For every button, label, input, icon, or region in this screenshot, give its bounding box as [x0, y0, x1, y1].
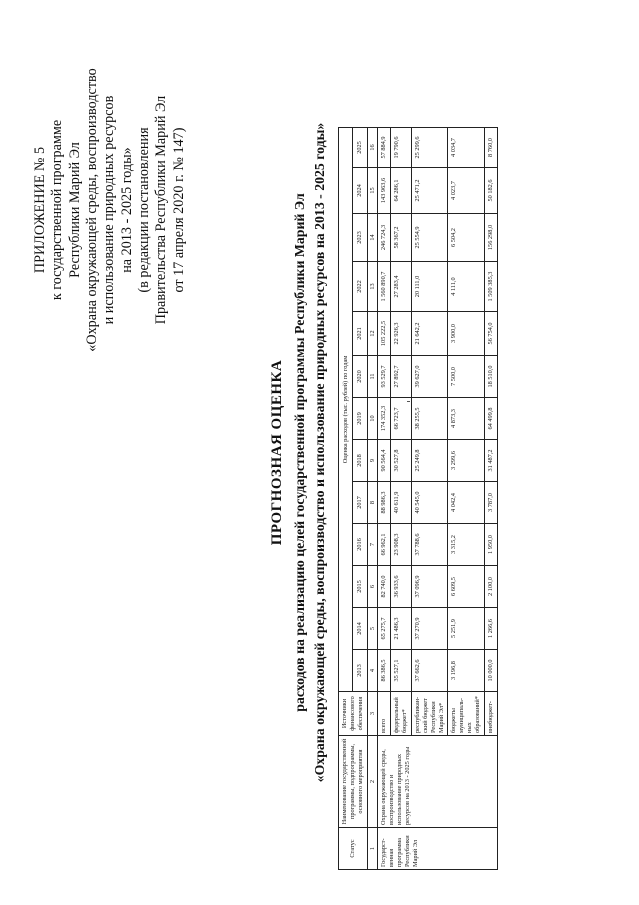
header-estimate: Оценка расходов (тыс. рублей) по годам	[339, 128, 353, 692]
column-index: 14	[367, 214, 378, 262]
value-cell: 35 527,1	[391, 650, 412, 692]
header-year: 2024	[353, 168, 367, 214]
column-index: 9	[367, 440, 378, 482]
value-cell: 105 222,5	[378, 312, 391, 356]
column-index: 3	[367, 692, 378, 736]
value-cell: 21 486,3	[391, 608, 412, 650]
appendix-line: Правительства Республики Марий Эл	[153, 95, 170, 325]
funding-source-cell: республикан-ский бюджет Республики Марий Эл*	[412, 692, 448, 736]
table-body	[378, 128, 497, 870]
funding-source-cell: всего	[378, 692, 391, 736]
value-cell: 3 315,2	[448, 524, 484, 566]
header-year: 2014	[353, 608, 367, 650]
funding-source-cell: бюджеты муниципаль-ных образований*	[448, 692, 484, 736]
header-year: 2022	[353, 262, 367, 312]
value-cell: 156 298,0	[484, 214, 497, 262]
value-cell: 22 926,3	[391, 312, 412, 356]
value-cell: 64 286,1	[391, 168, 412, 214]
column-index: 10	[367, 398, 378, 440]
column-index-row	[367, 128, 378, 870]
appendix-line: к государственной программе	[49, 119, 66, 301]
value-cell: 27 283,4	[391, 262, 412, 312]
document-subtitle-1: расходов на реализацию целей государственной программы Республики Марий Эл	[292, 193, 307, 712]
value-cell: 6 504,2	[448, 214, 484, 262]
value-cell: 36 933,6	[391, 566, 412, 608]
value-cell: 4 023,7	[448, 168, 484, 214]
status-cell: Государст-венная программа Республики Марий Эл	[378, 828, 497, 870]
appendix-line: (в редакции постановления	[135, 127, 152, 293]
header-row	[339, 128, 353, 870]
appendix-line: «Охрана окружающей среды, воспроизводство	[83, 68, 100, 352]
value-cell: 5 251,9	[448, 608, 484, 650]
value-cell: 50 182,6	[484, 168, 497, 214]
header-year: 2018	[353, 440, 367, 482]
value-cell: 66 962,1	[378, 524, 391, 566]
appendix-line: от 17 апреля 2020 г. № 147)	[170, 127, 187, 293]
appendix-line: Республики Марий Эл	[66, 142, 83, 278]
value-cell: 4 873,3	[448, 398, 484, 440]
value-cell: 19 790,6	[391, 128, 412, 168]
column-index: 5	[367, 608, 378, 650]
value-cell: 86 386,5	[378, 650, 391, 692]
value-cell: 21 642,2	[412, 312, 448, 356]
value-cell: 37 270,9	[412, 608, 448, 650]
value-cell: 58 367,2	[391, 214, 412, 262]
value-cell: 82 740,0	[378, 566, 391, 608]
column-index: 15	[367, 168, 378, 214]
value-cell: 37 788,6	[412, 524, 448, 566]
value-cell: 6 609,5	[448, 566, 484, 608]
value-cell: 64 499,8	[484, 398, 497, 440]
column-index: 13	[367, 262, 378, 312]
value-cell: 20 111,0	[412, 262, 448, 312]
value-cell: 1 950,0	[484, 524, 497, 566]
value-cell: 25 249,8	[412, 440, 448, 482]
header-year: 2020	[353, 356, 367, 398]
value-cell: 39 627,0	[412, 356, 448, 398]
funding-source-cell: федеральный бюджет*	[391, 692, 412, 736]
column-index: 16	[367, 128, 378, 168]
column-index: 11	[367, 356, 378, 398]
value-cell: 4 034,7	[448, 128, 484, 168]
value-cell: 3 787,0	[484, 482, 497, 524]
column-index: 8	[367, 482, 378, 524]
header-year: 2021	[353, 312, 367, 356]
header-year: 2025	[353, 128, 367, 168]
value-cell: 30 527,8	[391, 440, 412, 482]
program-name-cell: Охрана окружающей среды, воспроизводство и использование природных ресурсов на 2013 - 2025 годы	[378, 736, 497, 828]
value-cell: 40 611,9	[391, 482, 412, 524]
value-cell: 31 487,2	[484, 440, 497, 482]
value-cell: 1 509 385,3	[484, 262, 497, 312]
value-cell: 38 255,5	[412, 398, 448, 440]
value-cell: 25 299,6	[412, 128, 448, 168]
value-cell: 246 724,3	[378, 214, 391, 262]
value-cell: 4 111,0	[448, 262, 484, 312]
value-cell: 66 723,7	[391, 398, 412, 440]
value-cell: 40 545,0	[412, 482, 448, 524]
value-cell: 25 554,9	[412, 214, 448, 262]
value-cell: 37 096,9	[412, 566, 448, 608]
header-year: 2015	[353, 566, 367, 608]
column-index: 6	[367, 566, 378, 608]
value-cell: 8 760,0	[484, 128, 497, 168]
appendix-line: на 2013 - 2025 годы»	[118, 147, 135, 273]
funding-source-cell: внебюджет-	[484, 692, 497, 736]
value-cell: 3 196,8	[448, 650, 484, 692]
document-title: ПРОГНОЗНАЯ ОЦЕНКА	[269, 359, 285, 546]
header-year: 2023	[353, 214, 367, 262]
value-cell: 37 662,6	[412, 650, 448, 692]
value-cell: 3 299,6	[448, 440, 484, 482]
header-name: Наименование государственной программы, подпрограммы, основного мероприятия	[339, 736, 368, 828]
value-cell: 1 560 890,7	[378, 262, 391, 312]
column-index: 7	[367, 524, 378, 566]
header-year: 2013	[353, 650, 367, 692]
header-source: Источники финансового обеспечения	[339, 692, 368, 736]
value-cell: 25 471,2	[412, 168, 448, 214]
appendix-block	[32, 45, 188, 375]
column-index: 2	[367, 736, 378, 828]
value-cell: 23 908,3	[391, 524, 412, 566]
value-cell: 88 986,3	[378, 482, 391, 524]
estimate-table	[338, 127, 498, 870]
table-row	[378, 128, 391, 870]
value-cell: 174 352,3	[378, 398, 391, 440]
value-cell: 27 892,7	[391, 356, 412, 398]
value-cell: 65 275,7	[378, 608, 391, 650]
value-cell: 143 963,6	[378, 168, 391, 214]
header-year: 2016	[353, 524, 367, 566]
appendix-line: и использование природных ресурсов	[101, 95, 118, 325]
header-year: 2017	[353, 482, 367, 524]
value-cell: 57 884,9	[378, 128, 391, 168]
appendix-line: ПРИЛОЖЕНИЕ № 5	[32, 146, 48, 274]
header-status: Статус	[339, 828, 368, 870]
column-index: 1	[367, 828, 378, 870]
value-cell: 90 564,4	[378, 440, 391, 482]
value-cell: 3 900,0	[448, 312, 484, 356]
value-cell: 1 266,6	[484, 608, 497, 650]
column-index: 12	[367, 312, 378, 356]
column-index: 4	[367, 650, 378, 692]
value-cell: 18 510,0	[484, 356, 497, 398]
document-subtitle-2: «Охрана окружающей среды, воспроизводство и использование природных ресурсов на 2013 - 2025 годы»	[312, 122, 327, 783]
value-cell: 2 100,0	[484, 566, 497, 608]
value-cell: 4 042,4	[448, 482, 484, 524]
value-cell: 10 000,0	[484, 650, 497, 692]
value-cell: 7 500,0	[448, 356, 484, 398]
value-cell: 93 529,7	[378, 356, 391, 398]
header-year: 2019	[353, 398, 367, 440]
value-cell: 56 754,0	[484, 312, 497, 356]
